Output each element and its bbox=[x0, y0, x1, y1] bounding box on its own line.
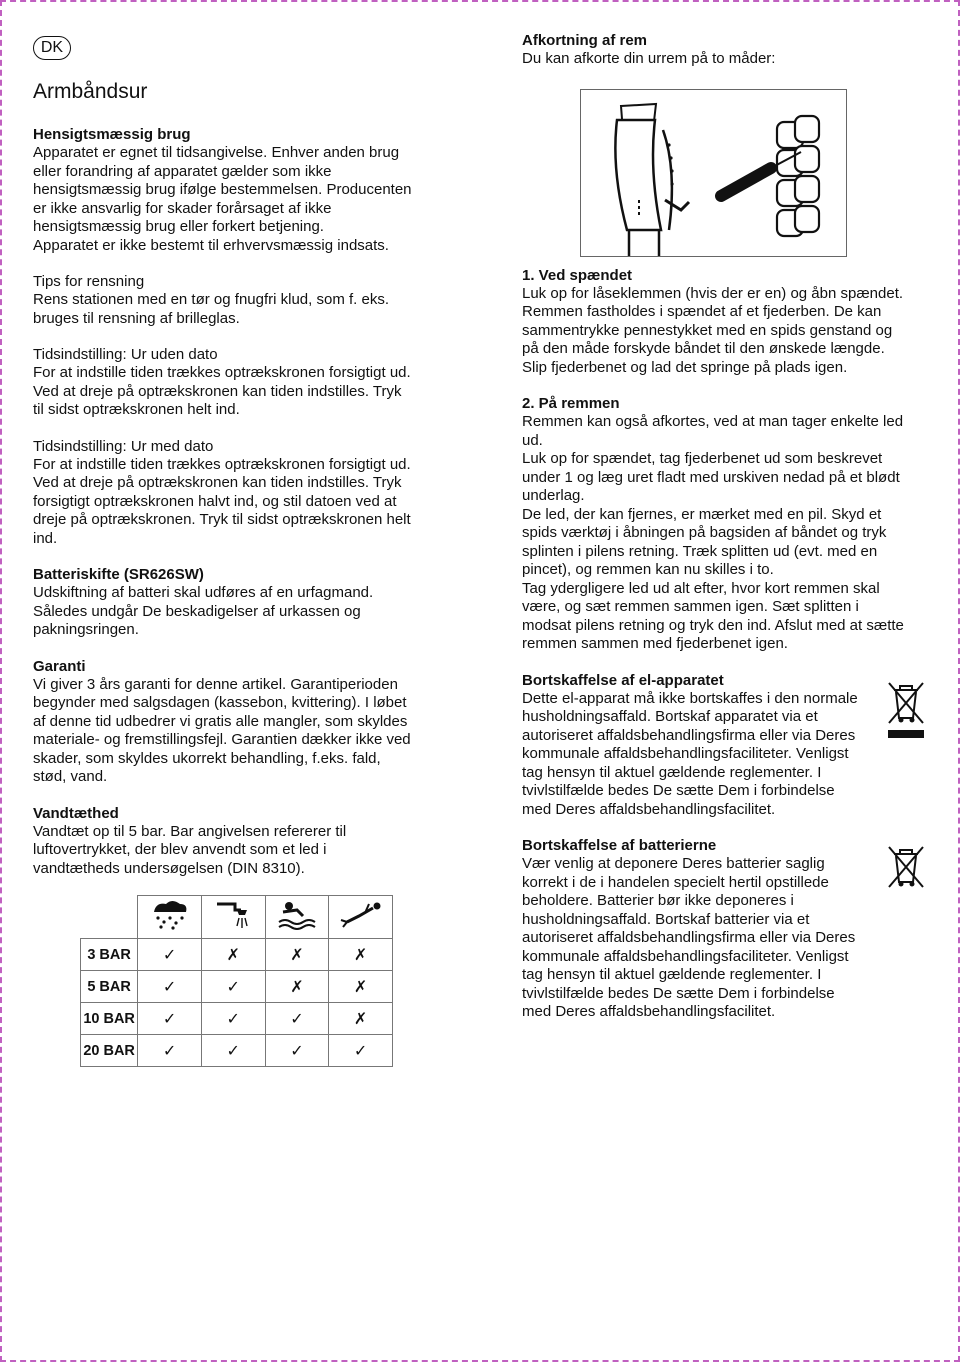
text-line: med Deres affaldsbehandlingsfacilitet. bbox=[522, 800, 776, 818]
text-line: Tag ydergligere led ud alt efter, hvor kort remmen skal bbox=[522, 579, 880, 597]
text-line: spids værktøj i åbningen på bagsiden af båndet og tryk bbox=[522, 524, 887, 541]
text-line: modsat pilens retning og tryk den ind. Afslut med at sætte bbox=[522, 616, 904, 634]
text-line: Ved at dreje på optrækskronen kan tiden indstilles. Tryk bbox=[33, 474, 402, 491]
bar-label: 10 BAR bbox=[81, 1003, 138, 1035]
text-line: Vi giver 3 års garanti for denne artikel. Garantiperioden bbox=[33, 675, 398, 693]
mark-cell: ✗ bbox=[329, 1003, 393, 1035]
table-row bbox=[81, 939, 393, 971]
text-line: bruges til rensning af brilleglas. bbox=[33, 309, 240, 327]
text-line: autoriseret affaldsbehandlingsfirma eller via Deres bbox=[522, 929, 856, 946]
section-heading: Batteriskifte (SR626SW) bbox=[33, 566, 204, 583]
text-line: tvivlstilfælde bedes De sætte Dem i forbindelse bbox=[522, 782, 835, 799]
mark-cell: ✓ bbox=[138, 939, 202, 971]
rain-splash-icon bbox=[138, 896, 202, 939]
section-strap bbox=[522, 395, 942, 654]
text-line: Luk op for låseklemmen (hvis der er en) og åbn spændet. bbox=[522, 284, 904, 302]
page-border-left bbox=[0, 0, 2, 1362]
crossed-bin-icon bbox=[886, 680, 926, 740]
mark-cell: ✗ bbox=[265, 971, 329, 1003]
section-disposal-device bbox=[522, 672, 942, 820]
section-heading: Afkortning af rem bbox=[522, 32, 648, 49]
text-line: tag hensyn til aktuel gældende reglementer. I bbox=[522, 763, 822, 781]
text-line: sammentrykke pennestykket med en spids genstand og bbox=[522, 321, 893, 339]
crossed-bin-icon bbox=[886, 844, 926, 904]
text-line: For at indstille tiden trækkes optrækskronen forsigtigt ud. bbox=[33, 364, 411, 381]
text-line: tag hensyn til aktuel gældende reglementer. I bbox=[522, 966, 822, 983]
text-line: autoriseret affaldsbehandlingsfirma eller via Deres bbox=[522, 726, 856, 744]
text-line: Luk op for spændet, tag fjederbenet ud som beskrevet bbox=[522, 450, 883, 467]
mark-cell: ✓ bbox=[201, 1035, 265, 1067]
text-line: Dette el-apparat må ikke bortskaffes i den normale bbox=[522, 689, 858, 707]
table-row bbox=[81, 1003, 393, 1035]
section-heading: 1. Ved spændet bbox=[522, 266, 633, 284]
bar-label: 3 BAR bbox=[81, 939, 138, 971]
text-line: vandtætheds undersøgelsen (DIN 8310). bbox=[33, 859, 305, 877]
text-line: Slip fjederbenet og lad det springe på plads igen. bbox=[522, 358, 848, 376]
text-line: tvivlstilfælde bedes De sætte Dem i forbindelse bbox=[522, 984, 835, 1002]
text-line: kommunale affaldsbehandlingsfaciliteter. Venligst bbox=[522, 745, 849, 762]
text-line: med Deres affaldsbehandlingsfacilitet. bbox=[522, 1003, 776, 1020]
text-line: Vandtæt op til 5 bar. Bar angivelsen refererer til bbox=[33, 822, 347, 840]
page-border-top bbox=[0, 0, 960, 2]
section-heading: Vandtæthed bbox=[33, 804, 119, 822]
text-line: dreje på optrækskronen. Tryk til sidst optrækskronen helt bbox=[33, 511, 411, 528]
section-intended-use bbox=[33, 126, 453, 255]
text-line: De led, der kan fjernes, er mærket med en pil. Skyd et bbox=[522, 505, 882, 523]
text-line: Du kan afkorte din urrem på to måder: bbox=[522, 50, 776, 67]
text-line: remmen sammen med fjederbenet igen. bbox=[522, 635, 788, 652]
language-badge: DK bbox=[33, 36, 71, 60]
bathing-swimming-icon bbox=[265, 896, 329, 939]
mark-cell: ✓ bbox=[329, 1035, 393, 1067]
section-waterproof bbox=[33, 805, 453, 879]
text-line: begynder med salgsdagen (kassebon, kvittering). I løbet bbox=[33, 694, 407, 711]
section-clasp bbox=[522, 267, 942, 378]
text-line: Remmen fastholdes i spændet af et fjederben. De kan bbox=[522, 303, 882, 320]
mark-cell: ✗ bbox=[201, 939, 265, 971]
section-heading: Tidsindstilling: Ur uden dato bbox=[33, 346, 218, 363]
text-line: ind. bbox=[33, 529, 58, 547]
section-battery bbox=[33, 566, 453, 640]
text-line: hensigtsmæssig brug ifølge bestemmelsen. Producenten bbox=[33, 181, 412, 198]
mark-cell: ✓ bbox=[265, 1035, 329, 1067]
strap-shortening-figure bbox=[580, 89, 847, 257]
text-line: Remmen kan også afkortes, ved at man tager enkelte led bbox=[522, 413, 904, 430]
text-line: Apparatet er egnet til tidsangivelse. Enhver anden brug bbox=[33, 144, 400, 161]
section-heading: Hensigtsmæssig brug bbox=[33, 126, 191, 143]
text-line: pincet), og remmen kan nu skilles i to. bbox=[522, 561, 774, 578]
section-heading: Tips for rensning bbox=[33, 273, 145, 290]
mark-cell: ✓ bbox=[138, 1003, 202, 1035]
diving-icon bbox=[329, 896, 393, 939]
text-line: kommunale affaldsbehandlingsfaciliteter. Venligst bbox=[522, 947, 849, 965]
bar-label: 20 BAR bbox=[81, 1035, 138, 1067]
text-line: være, og sæt remmen sammen igen. Sæt splitten i bbox=[522, 598, 859, 615]
text-line: luftovertrykket, der blev anvendt som et led i bbox=[33, 841, 327, 858]
section-heading: Tidsindstilling: Ur med dato bbox=[33, 437, 214, 455]
text-line: Rens stationen med en tør og fnugfri klud, som f. eks. bbox=[33, 291, 390, 308]
strap-diagram-icon bbox=[581, 90, 846, 256]
table-row bbox=[81, 971, 393, 1003]
shower-icon bbox=[201, 896, 265, 939]
text-line: husholdningsaffald. Bortskaf apparatet via et bbox=[522, 708, 818, 725]
text-line: beholdere. Batterier bør ikke deponeres i bbox=[522, 892, 794, 909]
text-line: Apparatet er ikke bestemt til erhvervsmæssig indsats. bbox=[33, 236, 389, 254]
text-line: af denne tid udbedrer vi gratis alle mangler, som skyldes bbox=[33, 712, 408, 730]
section-time-no-date bbox=[33, 346, 453, 420]
text-line: hensigtsmæssig brug eller forkert betjening. bbox=[33, 218, 324, 235]
section-time-with-date bbox=[33, 438, 453, 549]
mark-cell: ✓ bbox=[138, 971, 202, 1003]
page-title: Armbåndsur bbox=[33, 80, 148, 103]
text-line: skader, som skyldes ukorrekt behandling, f.eks. fald, bbox=[33, 749, 381, 767]
text-line: korrekt i de i handelen specielt hertil opstillede bbox=[522, 873, 829, 891]
mark-cell: ✓ bbox=[201, 971, 265, 1003]
text-line: Således undgår De beskadigelser af urkassen og bbox=[33, 602, 361, 620]
bar-label: 5 BAR bbox=[81, 971, 138, 1003]
section-heading: Bortskaffelse af el-apparatet bbox=[522, 671, 724, 689]
water-resistance-table bbox=[80, 895, 393, 1067]
text-line: Vær venlig at deponere Deres batterier saglig bbox=[522, 855, 825, 872]
text-line: forsigtigt optrækskronen halvt ind, og stil datoen ved at bbox=[33, 492, 397, 510]
text-line: underlag. bbox=[522, 487, 585, 504]
section-heading: Garanti bbox=[33, 657, 86, 675]
text-line: Udskiftning af batteri skal udføres af en urfagmand. bbox=[33, 584, 374, 601]
section-heading: 2. På remmen bbox=[522, 395, 620, 412]
section-heading: Bortskaffelse af batterierne bbox=[522, 837, 717, 854]
section-warranty bbox=[33, 658, 453, 787]
section-shorten-strap bbox=[522, 32, 942, 69]
mark-cell: ✗ bbox=[329, 971, 393, 1003]
text-line: eller forandring af apparatet gælder som ikke bbox=[33, 162, 332, 180]
text-line: på den måde forskyde båndet til den ønskede længde. bbox=[522, 340, 885, 357]
text-line: Ved at dreje på optrækskronen kan tiden indstilles. Tryk bbox=[33, 382, 402, 400]
text-line: pakningsringen. bbox=[33, 621, 139, 638]
text-line: materiale- og fremstillingsfejl. Garantien dækker ikke ved bbox=[33, 731, 411, 748]
table-row bbox=[81, 1035, 393, 1067]
text-line: splinten i pilens retning. Træk splitten ud (evt. med en bbox=[522, 542, 878, 560]
left-column bbox=[33, 36, 453, 878]
text-line: ud. bbox=[522, 431, 543, 449]
text-line: er ikke ansvarlig for skader forårsaget af ikke bbox=[33, 199, 332, 217]
mark-cell: ✓ bbox=[201, 1003, 265, 1035]
mark-cell: ✗ bbox=[329, 939, 393, 971]
text-line: husholdningsaffald. Bortskaf batterier via et bbox=[522, 910, 810, 928]
section-disposal-battery bbox=[522, 837, 942, 1022]
text-line: For at indstille tiden trækkes optrækskronen forsigtigt ud. bbox=[33, 455, 411, 473]
text-line: til sidst optrækskronen helt ind. bbox=[33, 401, 240, 418]
mark-cell: ✓ bbox=[138, 1035, 202, 1067]
section-cleaning bbox=[33, 273, 453, 328]
mark-cell: ✗ bbox=[265, 939, 329, 971]
text-line: stød, vand. bbox=[33, 768, 108, 785]
text-line: under 1 og læg uret fladt med urskiven nedad på et blødt bbox=[522, 468, 900, 486]
mark-cell: ✓ bbox=[265, 1003, 329, 1035]
